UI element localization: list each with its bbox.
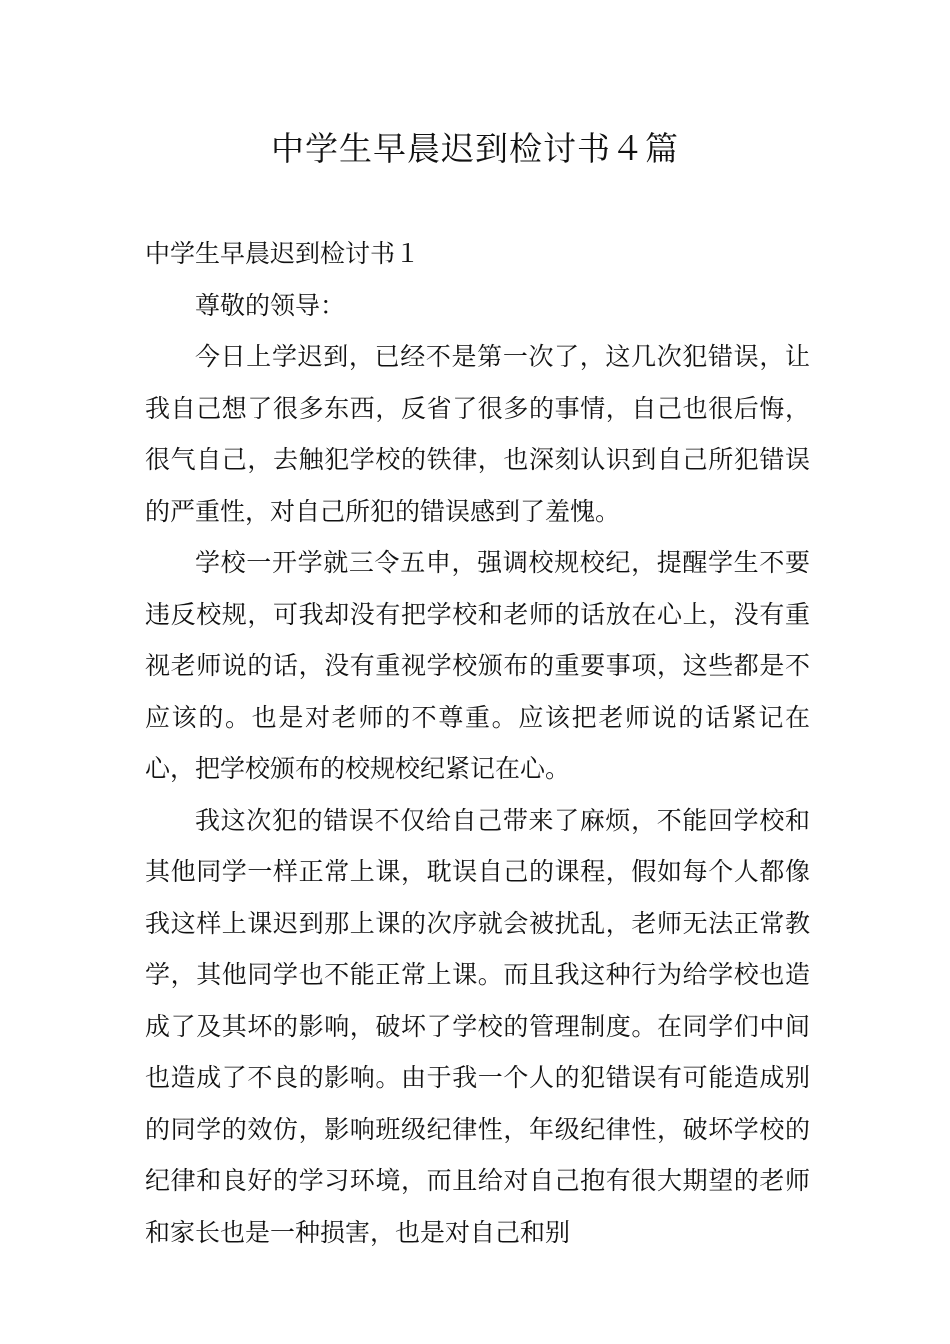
paragraph-3: 我这次犯的错误不仅给自己带来了麻烦，不能回学校和其他同学一样正常上课，耽误自己的课程，假如每个人都像我这样上课迟到那上课的次序就会被扰乱，老师无法正常教学，其他同学也不能正常上课。而且我这种行为给学校也造成了及其坏的影响，破坏了学校的管理制度。在同学们中间也造成了不良的影响。由于我一个人的犯错误有可能造成别的同学的效仿，影响班级纪律性，年级纪律性，破坏学校的纪律和良好的学习环境，而且给对自己抱有很大期望的老师和家长也是一种损害，也是对自己和别 [145,805,810,1247]
salutation: 尊敬的领导： [195,290,346,320]
document-body [145,228,810,1258]
paragraph-1: 今日上学迟到，已经不是第一次了，这几次犯错误，让我自己想了很多东西，反省了很多的事情，自己也很后悔，很气自己，去触犯学校的铁律，也深刻认识到自己所犯错误的严重性，对自己所犯的错误感到了羞愧。 [145,342,810,526]
paragraph-2: 学校一开学就三令五申，强调校规校纪，提醒学生不要违反校规，可我却没有把学校和老师的话放在心上，没有重视老师说的话，没有重视学校颁布的重要事项，这些都是不应该的。也是对老师的不尊重。应该把老师说的话紧记在心，把学校颁布的校规校纪紧记在心。 [145,548,810,783]
document-title: 中学生早晨迟到检讨书４篇 [271,129,679,168]
section-heading: 中学生早晨迟到检讨书１ [145,239,421,268]
